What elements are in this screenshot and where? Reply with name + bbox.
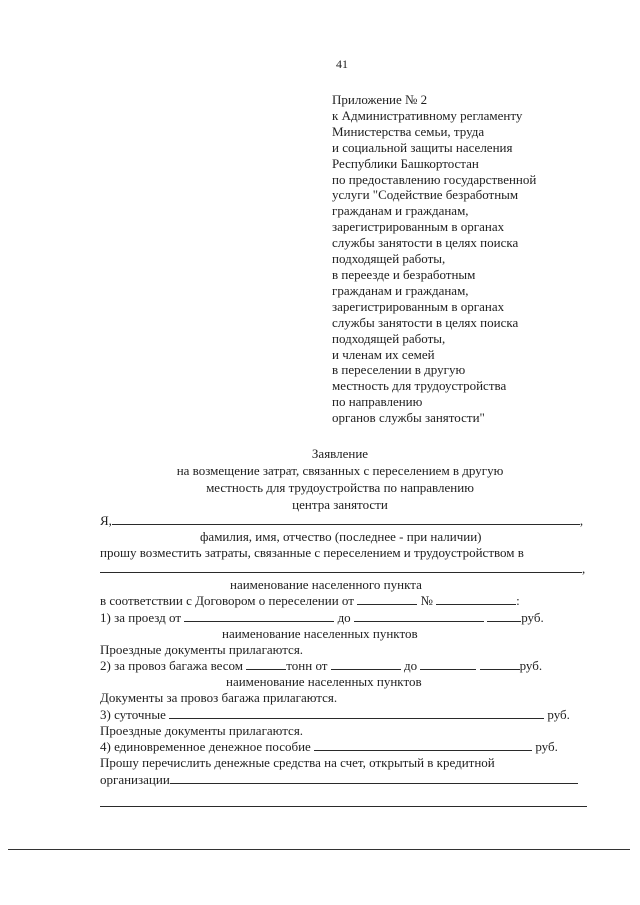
organization-continuation-field[interactable] [100,806,587,807]
baggage-docs: Документы за провоз багажа прилагаются. [100,690,338,705]
appendix-line: к Административному регламенту [332,107,523,123]
page-bottom-divider [8,849,630,850]
document-title: Заявление [311,446,369,461]
travel-from-field[interactable] [184,610,334,622]
allowance-amount-field[interactable] [314,739,532,751]
baggage-weight-field[interactable] [246,658,286,670]
contract-number-label: № [420,593,433,608]
appendix-line: гражданам и гражданам, [332,203,469,219]
contract-suffix: : [516,593,520,608]
appendix-line: местность для трудоустройства [332,378,507,394]
appendix-line: гражданам и гражданам, [332,282,469,298]
travel-docs: Проездные документы прилагаются. [100,642,304,657]
appendix-line: подходящей работы, [332,251,446,267]
allowance-label: 4) единовременное денежное пособие [100,739,311,754]
baggage-prefix: 2) за провоз багажа весом [100,658,244,673]
travel-currency: руб. [521,610,544,625]
settlement-line [100,560,585,577]
baggage-caption: наименование населенных пунктов [226,674,422,689]
travel-caption: наименование населенных пунктов [222,626,418,641]
baggage-to-field[interactable] [420,658,476,670]
appendix-line: зарегистрированным в органах [332,298,505,314]
organization-line [100,771,578,788]
baggage-line [100,657,542,674]
organization-label: организации [100,772,170,787]
appendix-line: Республики Башкортостан [332,155,479,171]
baggage-amount-field[interactable] [480,658,520,670]
daily-label: 3) суточные [100,707,166,722]
contract-prefix: в соответствии с Договором о переселении от [100,593,354,608]
travel-to-label: до [337,610,351,625]
travel-prefix: 1) за проезд от [100,610,182,625]
organization-field[interactable] [170,772,578,784]
transfer-text: Прошу перечислить денежные средства на счет, открытый в кредитной [100,755,495,770]
applicant-prefix: Я, [100,513,112,528]
daily-amount-field[interactable] [169,707,544,719]
appendix-line: Министерства семьи, труда [332,123,485,139]
contract-date-field[interactable] [357,593,417,605]
request-text: прошу возместить затраты, связанные с переселением и трудоустройством в [100,545,524,560]
baggage-tons-from: тонн от [286,658,328,673]
applicant-line [100,512,583,529]
baggage-to-label: до [403,658,418,673]
appendix-line: подходящей работы, [332,330,446,346]
appendix-line: зарегистрированным в органах [332,219,505,235]
travel-to-field[interactable] [354,610,484,622]
baggage-currency: руб. [519,658,543,673]
settlement-suffix: , [582,561,586,576]
appendix-line: службы занятости в целях поиска [332,235,519,251]
appendix-line: и социальной защиты населения [332,139,513,155]
daily-currency: руб. [547,707,570,722]
appendix-line: по предоставлению государственной [332,171,537,187]
fio-caption: фамилия, имя, отчество (последнее - при наличии) [200,529,482,544]
baggage-from-field[interactable] [331,658,401,670]
contract-number-field[interactable] [436,593,516,605]
settlement-field[interactable] [100,561,582,573]
settlement-caption: наименование населенного пункта [230,577,422,592]
appendix-line: в переезде и безработным [332,266,476,282]
page-number: 41 [336,57,348,71]
appendix-line: и членам их семей [332,346,435,362]
appendix-line: Приложение № 2 [332,92,428,107]
appendix-line: органов службы занятости" [332,410,485,426]
daily-line [100,706,570,723]
appendix-line: услуги "Содействие безработным [332,187,519,203]
travel-line [100,609,544,626]
document-subtitle-line: центра занятости [292,497,388,512]
daily-docs: Проездные документы прилагаются. [100,723,304,738]
applicant-name-field[interactable] [112,513,580,525]
appendix-line: в переселении в другую [332,362,466,378]
appendix-line: службы занятости в целях поиска [332,314,519,330]
document-subtitle-line: местность для трудоустройства по направлению [206,480,474,495]
appendix-block [332,92,632,426]
document-subtitle-line: на возмещение затрат, связанных с переселением в другую [176,463,504,478]
contract-line [100,592,520,609]
applicant-suffix: , [579,513,584,528]
appendix-line: по направлению [332,394,423,410]
allowance-line [100,738,558,755]
travel-amount-field[interactable] [487,610,521,622]
allowance-currency: руб. [535,739,558,754]
